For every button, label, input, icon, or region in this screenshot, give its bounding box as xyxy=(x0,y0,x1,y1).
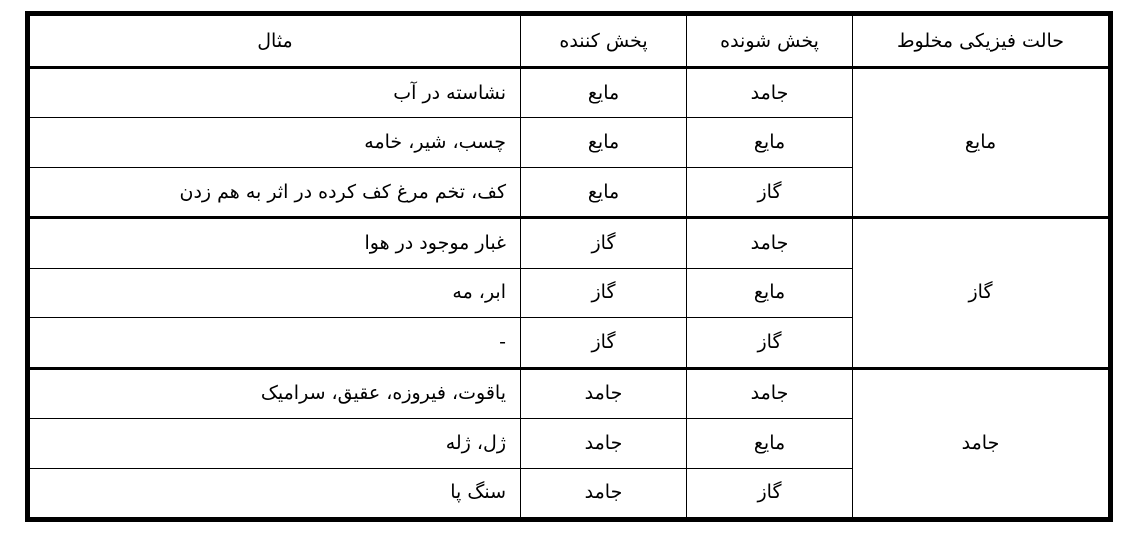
example-cell: ابر، مه xyxy=(28,268,521,317)
state-cell: جامد xyxy=(853,368,1111,519)
dispersing-cell: گاز xyxy=(521,268,687,317)
dispersing-cell: جامد xyxy=(521,419,687,468)
example-cell: چسب، شیر، خامه xyxy=(28,118,521,167)
dispersed-cell: جامد xyxy=(687,218,853,268)
example-cell: غبار موجود در هوا xyxy=(28,218,521,268)
example-cell: یاقوت، فیروزه، عقیق، سرامیک xyxy=(28,368,521,418)
header-example: مثال xyxy=(28,14,521,68)
table-row xyxy=(28,368,1111,418)
colloid-table xyxy=(25,11,1113,522)
example-cell: ژل، ژله xyxy=(28,419,521,468)
dispersing-cell: جامد xyxy=(521,368,687,418)
table-row xyxy=(28,68,1111,118)
header-dispersing-medium: پخش کننده xyxy=(521,14,687,68)
dispersed-cell: گاز xyxy=(687,318,853,368)
dispersing-cell: گاز xyxy=(521,218,687,268)
dispersed-cell: گاز xyxy=(687,468,853,520)
example-cell: - xyxy=(28,318,521,368)
dispersing-cell: مایع xyxy=(521,167,687,217)
example-cell: نشاسته در آب xyxy=(28,68,521,118)
dispersed-cell: مایع xyxy=(687,268,853,317)
example-cell: کف، تخم مرغ کف کرده در اثر به هم زدن xyxy=(28,167,521,217)
dispersed-cell: گاز xyxy=(687,167,853,217)
dispersed-cell: جامد xyxy=(687,68,853,118)
example-cell: سنگ پا xyxy=(28,468,521,520)
dispersed-cell: مایع xyxy=(687,419,853,468)
header-row xyxy=(28,14,1111,68)
table-row xyxy=(28,218,1111,268)
dispersing-cell: جامد xyxy=(521,468,687,520)
header-dispersed-phase: پخش شونده xyxy=(687,14,853,68)
header-physical-state: حالت فیزیکی مخلوط xyxy=(853,14,1111,68)
state-cell: گاز xyxy=(853,218,1111,368)
state-cell: مایع xyxy=(853,68,1111,218)
dispersed-cell: مایع xyxy=(687,118,853,167)
dispersing-cell: مایع xyxy=(521,118,687,167)
dispersed-cell: جامد xyxy=(687,368,853,418)
dispersing-cell: گاز xyxy=(521,318,687,368)
dispersing-cell: مایع xyxy=(521,68,687,118)
